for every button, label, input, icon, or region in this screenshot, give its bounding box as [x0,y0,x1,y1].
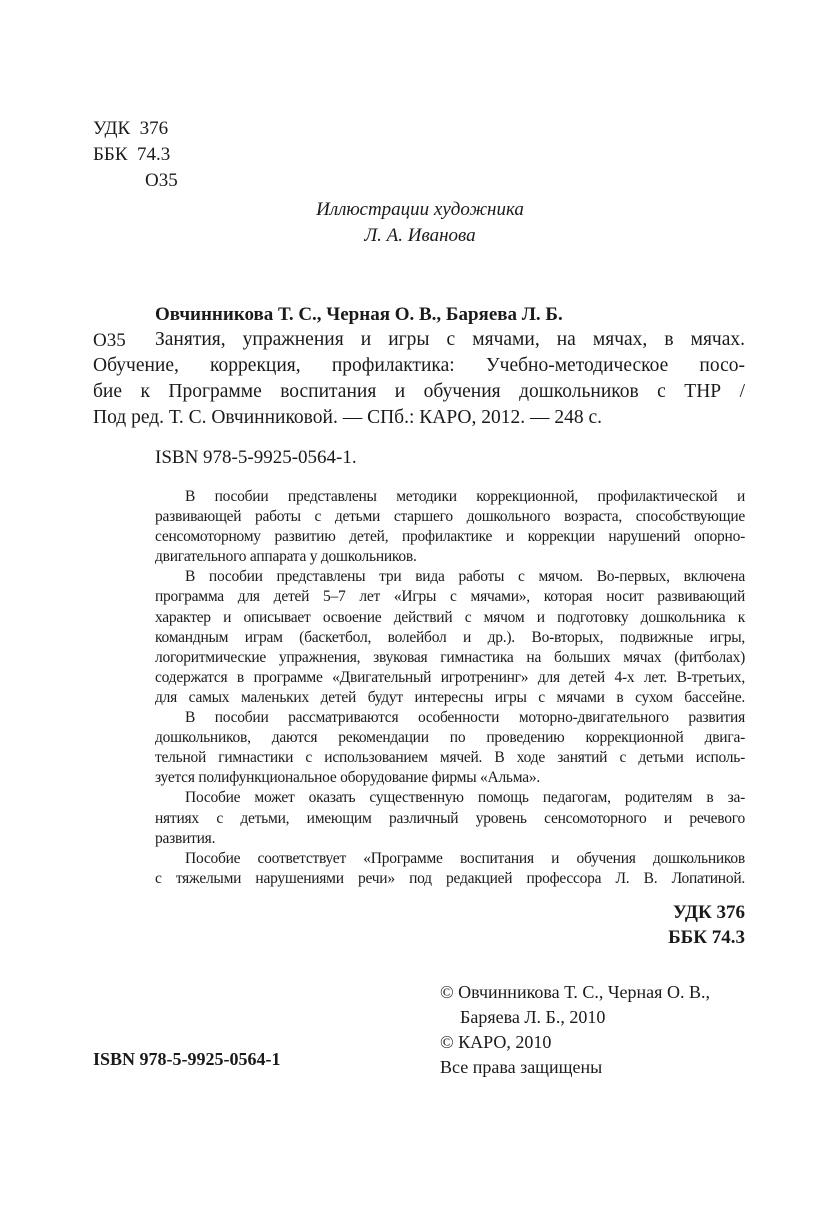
abstract-line: с тяжелыми нарушениями речи» под редакцией профессора Л. В. Лопатиной. [155,869,745,887]
abstract-line: развития. [155,829,216,847]
abstract-line: нятиях с детьми, имеющим различный уровень сенсомоторного и речевого [155,809,745,827]
abstract-line: программа для детей 5–7 лет «Игры с мячами», которая носит развивающий [155,588,745,606]
udk-label: УДК [93,118,131,139]
abstract-line: дошкольников, даются рекомендации по проведению коррекционной двига- [155,729,745,747]
abstract [155,487,745,889]
authors: Овчинникова Т. С., Черная О. В., Баряева Л. Б. [155,304,563,325]
bottom-bbk: ББК 74.3 [668,927,745,948]
copyright-line: Все права защищены [440,1057,603,1077]
abstract-line: содержатся в программе «Двигательный игротренинг» для детей 4-х лет. В-третьих, [155,668,745,686]
abstract-line: командным играм (баскетбол, волейбол и др.). Во-вторых, подвижные игры, [155,628,745,646]
bbk-value: 74.3 [137,144,171,165]
abstract-line: зуется полифункциональное оборудование фирмы «Альма». [155,769,540,787]
abstract-line: развивающей работы с детьми старшего дошкольного возраста, способствующие [155,508,745,526]
abstract-line: Пособие может оказать существенную помощь педагогам, родителям в за- [185,789,745,807]
description-line: Занятия, упражнения и игры с мячами, на мячах, в мячах. [155,329,745,350]
bbk-label: ББК [93,144,128,165]
copyright-line: © КАРО, 2010 [440,1032,552,1052]
author-mark: О35 [145,170,178,191]
abstract-line: В пособии представлены три вида работы с мячом. Во-первых, включена [185,568,745,586]
description-mark: О35 [93,330,126,351]
abstract-line: В пособии рассматриваются особенности моторно-двигательного развития [185,709,745,727]
copyright-line: Баряева Л. Б., 2010 [460,1007,606,1027]
isbn-line: ISBN 978-5-9925-0564-1. [155,447,357,468]
abstract-line: логоритмические упражнения, звуковая гимнастика на больших мячах (фитболах) [155,648,745,666]
abstract-line: сенсомоторному развитию детей, профилактике и коррекции нарушений опорно- [155,528,745,546]
abstract-line: для самых маленьких детей будут интересны игры с мячами в сухом бассейне. [155,688,745,706]
udk-value: 376 [139,118,169,139]
illustrator-name: Л. А. Иванова [364,225,476,246]
udk-code [93,118,168,140]
illustrations-credit: Иллюстрации художника [316,199,524,220]
description-line: Под ред. Т. С. Овчинниковой. — СПб.: КАРО, 2012. — 248 с. [93,407,603,428]
copyright-block [440,980,710,1080]
abstract-line: Пособие соответствует «Программе воспитания и обучения дошкольников [185,849,745,867]
bbk-code [93,144,170,166]
abstract-line: тельной гимнастики с использованием мячей. В ходе занятий с детьми исполь- [155,749,745,767]
abstract-line: характер и описывает освоение действий с мячом и подготовку дошкольника к [155,608,745,626]
bottom-udk: УДК 376 [672,902,745,923]
description-line: бие к Программе воспитания и обучения дошкольников с ТНР / [93,381,745,402]
bottom-isbn: ISBN 978-5-9925-0564-1 [93,1049,281,1069]
abstract-line: двигательного аппарата у дошкольников. [155,548,417,566]
copyright-line: © Овчинникова Т. С., Черная О. В., [440,982,710,1002]
description-line: Обучение, коррекция, профилактика: Учебно-методическое посо- [93,355,745,376]
abstract-line: В пособии представлены методики коррекционной, профилактической и [185,488,745,505]
